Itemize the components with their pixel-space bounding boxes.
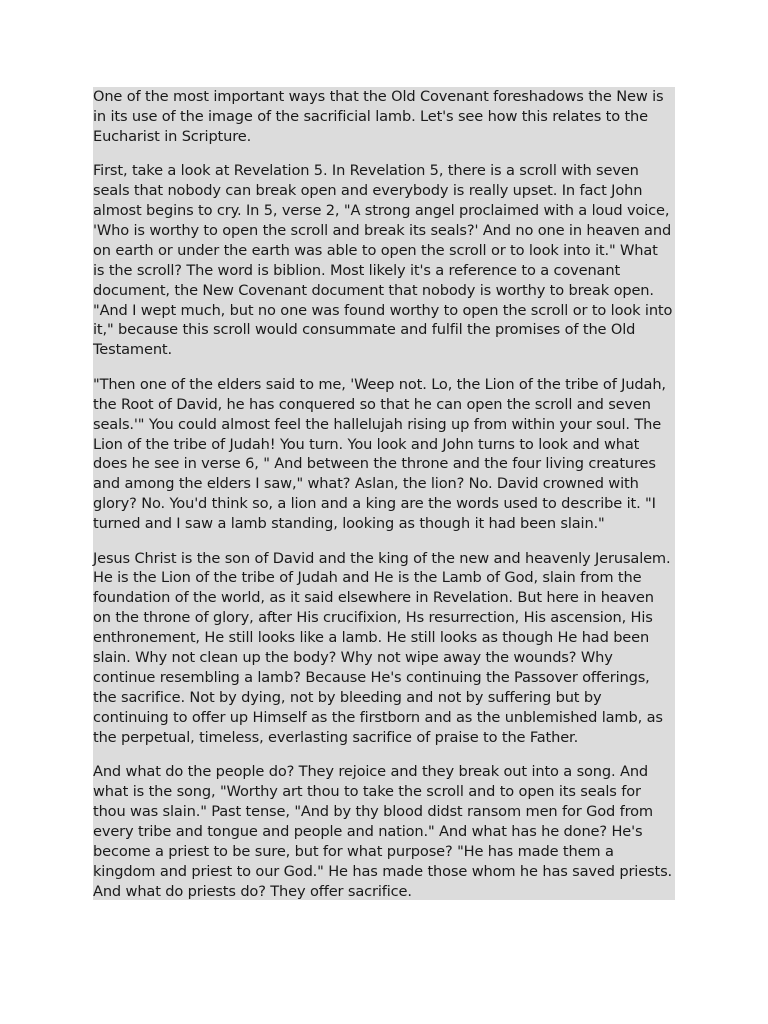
text-block bbox=[93, 87, 675, 900]
paragraph-4: Jesus Christ is the son of David and the king of the new and heavenly Jerusalem. He is the Lion of the tribe of Judah and He is the Lamb of God, slain from the foundation of the world, as it said elsewhere in Revelation. But here in heaven on the throne of glory, after His crucifixion, Hs resurrection, His ascension, His enthronement, He still looks like a lamb. He still looks as though He had been slain. Why not clean up the body? Why not wipe away the wounds? Why continue resembling a lamb? Because He's continuing the Passover offerings, the sacrifice. Not by dying, not by bleeding and not by suffering but by continuing to offer up Himself as the firstborn and as the unblemished lamb, as the perpetual, timeless, everlasting sacrifice of praise to the Father. bbox=[93, 549, 671, 746]
paragraph-5: And what do the people do? They rejoice and they break out into a song. And what is the song, "Worthy art thou to take the scroll and to open its seals for thou was slain." Past tense, "And by thy blood didst ransom men for God from every tribe and tongue and people and nation." And what has he done? He's become a priest to be sure, but for what purpose? "He has made them a kingdom and priest to our God." He has made those whom he has saved priests. And what do priests do? They offer sacrifice. bbox=[93, 763, 673, 900]
paragraph-1: One of the most important ways that the Old Covenant foreshadows the New is in its use of the image of the sacrificial lamb. Let's see how this relates to the Eucharist in Scripture. bbox=[93, 88, 664, 145]
paragraph-3: "Then one of the elders said to me, 'Weep not. Lo, the Lion of the tribe of Judah, the Root of David, he has conquered so that he can open the scroll and seven seals.'" You could almost feel the hallelujah rising up from within your soul. The Lion of the tribe of Judah! You turn. You look and John turns to look and what does he see in verse 6, " And between the throne and the four living creatures and among the elders I saw," what? Aslan, the lion? No. David crowned with glory? No. You'd think so, a lion and a king are the words used to describe it. "I turned and I saw a lamb standing, looking as though it had been slain." bbox=[93, 375, 666, 533]
paragraph-2: First, take a look at Revelation 5. In Revelation 5, there is a scroll with seven seals that nobody can break open and everybody is really upset. In fact John almost begins to cry. In 5, verse 2, "A strong angel proclaimed with a loud voice, 'Who is worthy to open the scroll and break its seals?' And no one in heaven and on earth or under the earth was able to open the scroll or to look into it." What is the scroll? The word is biblion. Most likely it's a reference to a covenant document, the New Covenant document that nobody is worthy to break open. "And I wept much, but no one was found worthy to open the scroll or to look into it," because this scroll would consummate and fulfil the promises of the Old Testament. bbox=[93, 162, 673, 359]
